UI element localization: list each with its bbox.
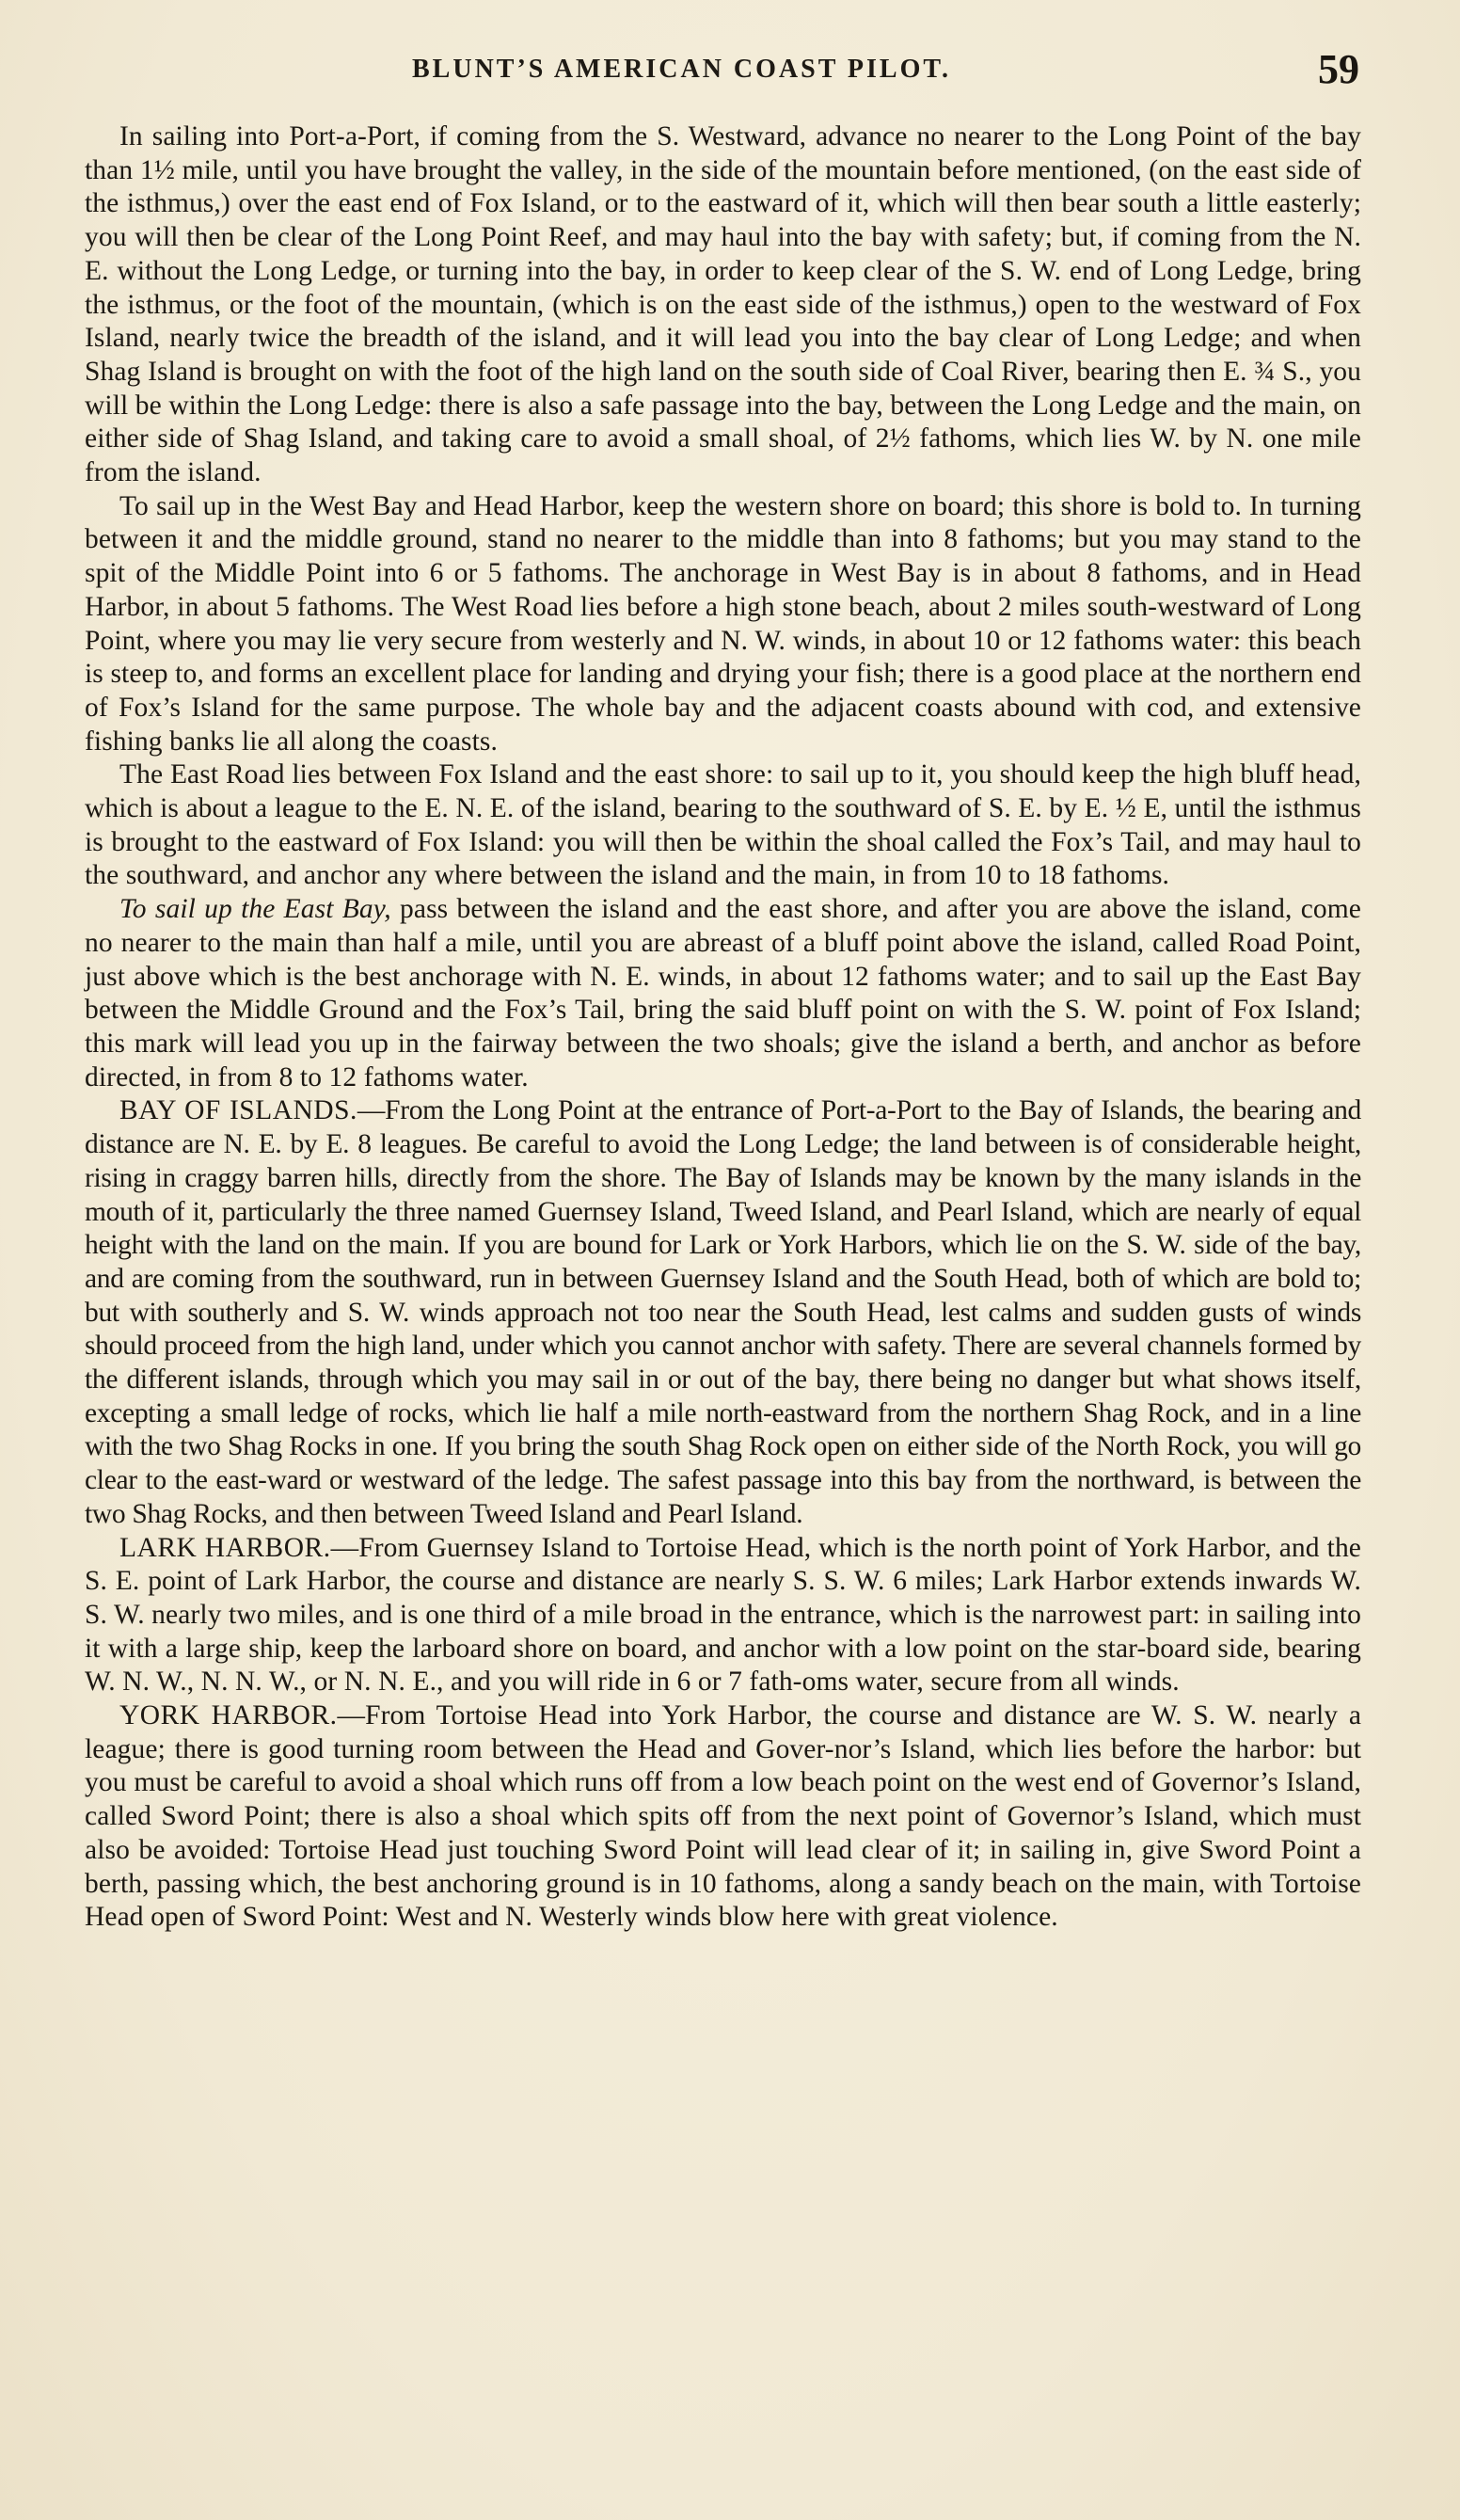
paragraph-west-bay [85,490,1361,759]
section-heading-bay-of-islands: BAY OF ISLANDS. [119,1095,357,1126]
paragraph-york-harbor [85,1699,1361,1935]
paragraph-text: To sail up in the West Bay and Head Harbor, keep the western shore on board; this shore is bold to. In turning between it and the middle ground, stand no nearer to the middle than into 8 fathoms; but you may stand to the spit of the Middle Point into 6 or 5 fathoms. The anchorage in West Bay is in about 8 fathoms, and in Head Harbor, in about 5 fathoms. The West Road lies before a high stone beach, about 2 miles south-westward of Long Point, where you may lie very secure from westerly and N. W. winds, in about 10 or 12 fathoms water: this beach is steep to, and forms an excellent place for landing and drying your fish; there is a good place at the northern end of Fox’s Island for the same purpose. The whole bay and the adjacent coasts abound with cod, and extensive fishing banks lie all along the coasts. [85,490,1361,757]
paragraph-east-bay [85,893,1361,1094]
paragraph-text: pass between the island and the east shore, and after you are above the island, come no nearer to the main than half a mile, until you are abreast of a bluff point above the island, called Road Point, just above which is the best anchorage with N. E. winds, in about 12 fathoms water; and to sail up the East Bay between the Middle Ground and the Fox’s Tail, bring the said bluff point on with the S. W. point of Fox Island; this mark will lead you up in the fairway between the two shoals; give the island a berth, and anchor as before directed, in from 8 to 12 fathoms water. [85,894,1361,1093]
paragraph-lead-italic: To sail up the East Bay, [119,894,391,925]
paragraph-east-road [85,758,1361,893]
section-heading-lark-harbor: LARK HARBOR. [119,1532,331,1563]
body-text [85,120,1361,1935]
paragraph-text: The East Road lies between Fox Island and the east shore: to sail up to it, you should keep the high bluff head, which is about a league to the E. N. E. of the island, bearing to the southward of S. E. by E. ½ E, until the isthmus is brought to the eastward of Fox Island: you will then be within the shoal called the Fox’s Tail, and may haul to the southward, and anchor any where between the island and the main, in from 10 to 18 fathoms. [85,759,1361,891]
page-header [85,45,1359,111]
running-head: BLUNT’S AMERICAN COAST PILOT. [412,55,951,84]
paragraph-bay-of-islands [85,1094,1361,1531]
paragraph-port-a-port [85,120,1361,490]
section-heading-york-harbor: YORK HARBOR. [119,1700,338,1731]
paragraph-text: —From Tortoise Head into York Harbor, the course and distance are W. S. W. nearly a league; there is good turning room between the Head and Gover-nor’s Island, which lies before the harbor: but you must be careful to avoid a shoal which runs off from a low beach point on the west end of Governor’s Island, called Sword Point; there is also a shoal which spits off from the next point of Governor’s Island, which must also be avoided: Tortoise Head just touching Sword Point will lead clear of it; in sailing in, give Sword Point a berth, passing which, the best anchoring ground is in 10 fathoms, along a sandy beach on the main, with Tortoise Head open of Sword Point: West and N. Westerly winds blow here with great violence. [85,1700,1362,1933]
paragraph-text: —From Guernsey Island to Tortoise Head, which is the north point of York Harbor, and the S. E. point of Lark Harbor, the course and distance are nearly S. S. W. 6 miles; Lark Harbor extends inwards W. S. W. nearly two miles, and is one third of a mile broad in the entrance, which is the narrowest part: in sailing into it with a large ship, keep the larboard shore on board, and anchor with a low point on the star-board side, bearing W. N. W., N. N. W., or N. N. E., and you will ride in 6 or 7 fath-oms water, secure from all winds. [85,1532,1361,1698]
paragraph-text: In sailing into Port-a-Port, if coming from the S. Westward, advance no nearer to the Long Point of the bay than 1½ mile, until you have brought the valley, in the side of the mountain before mentioned, (on the east side of the isthmus,) over the east end of Fox Island, or to the eastward of it, which will then bear south a little easterly; you will then be clear of the Long Point Reef, and may haul into the bay with safety; but, if coming from the N. E. without the Long Ledge, or turning into the bay, in order to keep clear of the S. W. end of Long Ledge, bring the isthmus, or the foot of the mountain, (which is on the east side of the isthmus,) open to the westward of Fox Island, nearly twice the breadth of the island, and it will lead you into the bay clear of Long Ledge; and when Shag Island is brought on with the foot of the high land on the south side of Coal River, bearing then E. ¾ S., you will be within the Long Ledge: there is also a safe passage into the bay, between the Long Ledge and the main, on either side of Shag Island, and taking care to avoid a small shoal, of 2½ fathoms, which lies W. by N. one mile from the island. [85,121,1361,488]
paragraph-lark-harbor [85,1532,1361,1700]
paragraph-text: —From the Long Point at the entrance of Port-a-Port to the Bay of Islands, the bearing and distance are N. E. by E. 8 leagues. Be careful to avoid the Long Ledge; the land between is of considerable height, rising in craggy barren hills, directly from the shore. The Bay of Islands may be known by the many islands in the mouth of it, particularly the three named Guernsey Island, Tweed Island, and Pearl Island, which are nearly of equal height with the land on the main. If you are bound for Lark or York Harbors, which lie on the S. W. side of the bay, and are coming from the southward, run in between Guernsey Island and the South Head, both of which are bold to; but with southerly and S. W. winds approach not too near the South Head, lest calms and sudden gusts of winds should proceed from the high land, under which you cannot anchor with safety. There are several channels formed by the different islands, through which you may sail in or out of the bay, there being no danger but what shows itself, excepting a small ledge of rocks, which lie half a mile north-eastward from the northern Shag Rock, and in a line with the two Shag Rocks in one. If you bring the south Shag Rock open on either side of the North Rock, you will go clear to the east-ward or westward of the ledge. The safest passage into this bay from the northward, is between the two Shag Rocks, and then between Tweed Island and Pearl Island. [85,1095,1362,1529]
page-number: 59 [1318,46,1359,92]
